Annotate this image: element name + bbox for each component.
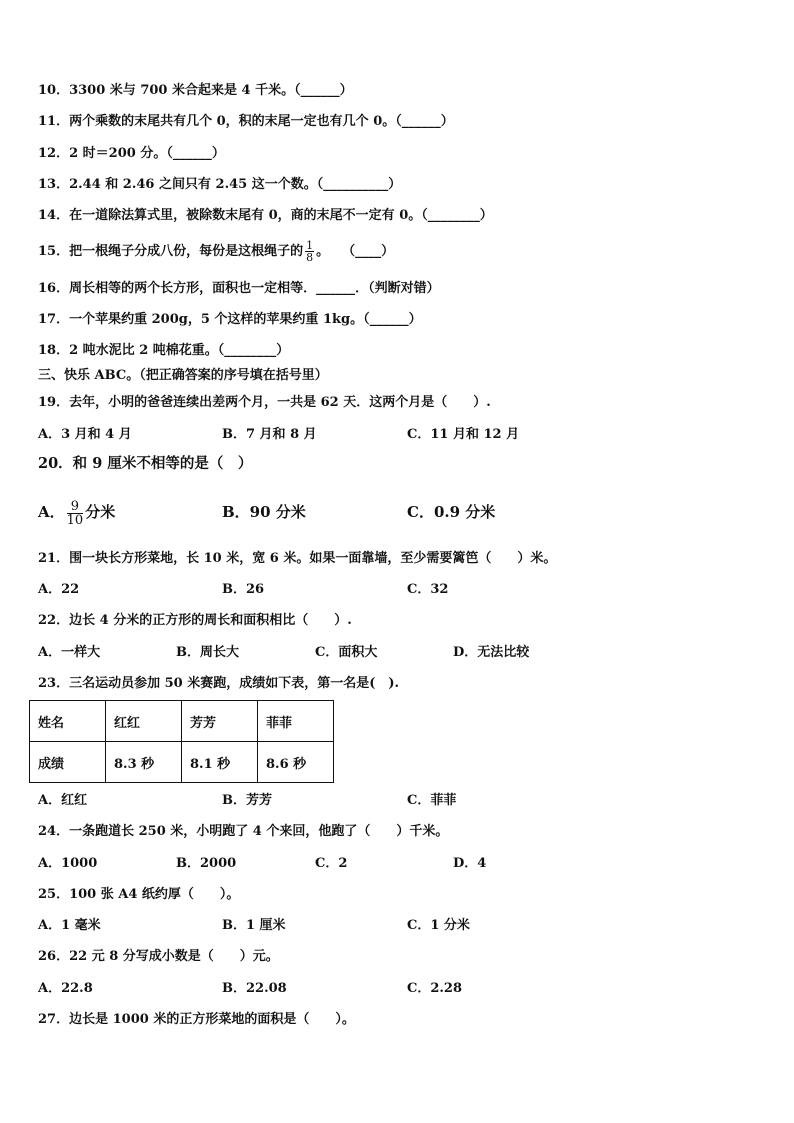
q21-option-a: A．22 xyxy=(38,582,80,597)
q20-option-a-letter: A． xyxy=(38,503,65,521)
question-25: 25．100 张 A4 纸约厚（ ）。 xyxy=(38,887,240,902)
q24-option-c: C．2 xyxy=(315,856,348,871)
table-cell: 成绩 xyxy=(30,742,106,783)
q25-option-c: C．1 分米 xyxy=(407,918,470,933)
q20-option-b: B．90 分米 xyxy=(222,503,306,521)
question-13: 13．2.44 和 2.46 之间只有 2.45 这一个数。（__________） xyxy=(38,177,402,192)
q23-option-c: C．菲菲 xyxy=(407,793,457,808)
q23-option-b: B．芳芳 xyxy=(222,793,272,808)
question-17: 17．一个苹果约重 200g，5 个这样的苹果约重 1kg。（______） xyxy=(38,312,422,327)
fraction-denominator: 8 xyxy=(306,251,314,264)
q22-option-b: B．周长大 xyxy=(176,645,239,660)
fraction-nine-tenths xyxy=(67,500,84,527)
q21-option-c: C．32 xyxy=(407,582,449,597)
fraction-one-eighth xyxy=(305,240,314,263)
question-21: 21．围一块长方形菜地，长 10 米，宽 6 米。如果一面靠墙，至少需要篱笆（ ）米。 xyxy=(38,551,557,566)
table-row xyxy=(30,742,334,783)
q24-option-b: B．2000 xyxy=(176,856,237,871)
table-cell: 姓名 xyxy=(30,701,106,742)
q22-option-c: C．面积大 xyxy=(315,645,378,660)
question-23: 23．三名运动员参加 50 米赛跑，成绩如下表，第一名是( ). xyxy=(38,676,400,691)
q25-option-a: A．1 毫米 xyxy=(38,918,101,933)
q19-option-a: A．3 月和 4 月 xyxy=(38,427,132,442)
q19-option-c: C．11 月和 12 月 xyxy=(407,427,520,442)
q26-option-a: A．22.8 xyxy=(38,981,93,996)
question-26: 26．22 元 8 分写成小数是（ ）元。 xyxy=(38,949,279,964)
question-15-suffix: 。 （____） xyxy=(316,244,395,259)
q24-option-a: A．1000 xyxy=(38,856,98,871)
question-15-text: 15．把一根绳子分成八份，每份是这根绳子的 xyxy=(38,244,304,259)
table-cell: 8.6 秒 xyxy=(258,742,334,783)
table-cell: 8.1 秒 xyxy=(182,742,258,783)
q20-option-c: C．0.9 分米 xyxy=(407,503,496,521)
q26-option-b: B．22.08 xyxy=(222,981,287,996)
question-12: 12．2 时＝200 分。（______） xyxy=(38,146,225,161)
table-cell: 8.3 秒 xyxy=(106,742,182,783)
results-table xyxy=(29,700,334,783)
q24-option-d: D．4 xyxy=(453,856,487,871)
q22-option-a: A．一样大 xyxy=(38,645,101,660)
q20-option-a-unit: 分米 xyxy=(85,503,116,521)
question-24: 24．一条跑道长 250 米，小明跑了 4 个来回，他跑了（ ）千米。 xyxy=(38,824,449,839)
question-15 xyxy=(38,240,394,263)
fraction-numerator: 9 xyxy=(67,500,84,514)
fraction-numerator: 1 xyxy=(306,239,314,252)
question-27: 27．边长是 1000 米的正方形菜地的面积是（ ）。 xyxy=(38,1012,355,1027)
question-19: 19．去年，小明的爸爸连续出差两个月，一共是 62 天．这两个月是（ ）. xyxy=(38,395,491,410)
question-14: 14．在一道除法算式里，被除数末尾有 0，商的末尾不一定有 0。（________） xyxy=(38,208,493,223)
q20-option-a xyxy=(38,492,115,532)
question-20: 20．和 9 厘米不相等的是（ ） xyxy=(38,455,253,472)
question-10: 10．3300 米与 700 米合起来是 4 千米。（______） xyxy=(38,83,353,98)
q19-option-b: B．7 月和 8 月 xyxy=(222,427,317,442)
table-cell: 红红 xyxy=(106,701,182,742)
question-16: 16．周长相等的两个长方形，面积也一定相等．______．（判断对错） xyxy=(38,281,440,296)
q23-option-a: A．红红 xyxy=(38,793,88,808)
table-cell: 菲菲 xyxy=(258,701,334,742)
q21-option-b: B．26 xyxy=(222,582,265,597)
fraction-denominator: 10 xyxy=(66,512,84,528)
question-22: 22．边长 4 分米的正方形的周长和面积相比（ ）. xyxy=(38,613,352,628)
question-11: 11．两个乘数的末尾共有几个 0，积的末尾一定也有几个 0。（______） xyxy=(38,114,454,129)
table-cell: 芳芳 xyxy=(182,701,258,742)
q26-option-c: C．2.28 xyxy=(407,981,463,996)
section-3-heading: 三、快乐 ABC。（把正确答案的序号填在括号里） xyxy=(38,368,328,383)
question-18: 18．2 吨水泥比 2 吨棉花重。（________） xyxy=(38,343,290,358)
q25-option-b: B．1 厘米 xyxy=(222,918,286,933)
q22-option-d: D．无法比较 xyxy=(453,645,530,660)
table-row xyxy=(30,701,334,742)
